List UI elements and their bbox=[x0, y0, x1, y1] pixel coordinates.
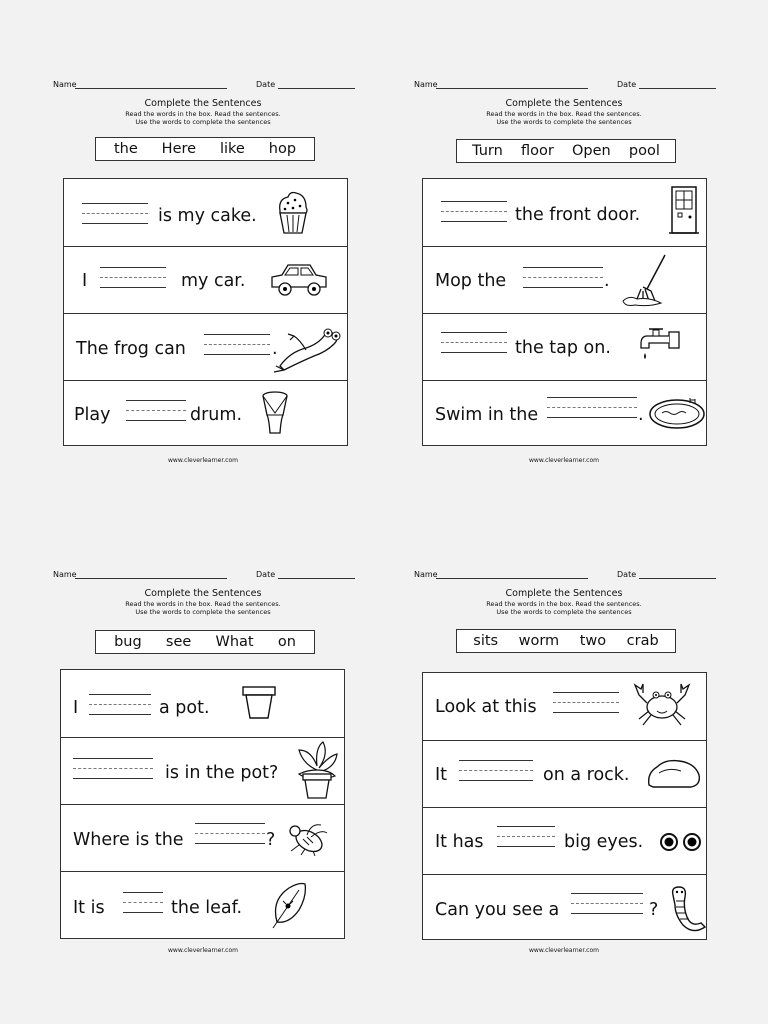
word-box bbox=[95, 630, 315, 654]
instruction-line: Read the words in the box. Read the sentences. bbox=[486, 600, 642, 608]
word-box bbox=[456, 629, 676, 653]
date-line[interactable] bbox=[278, 578, 355, 579]
sentence-row bbox=[423, 740, 706, 807]
sentence-text: on a rock. bbox=[543, 765, 630, 785]
answer-blank[interactable] bbox=[195, 821, 265, 847]
tap-icon bbox=[637, 326, 681, 366]
door-icon bbox=[669, 185, 699, 237]
sentence-grid bbox=[422, 672, 707, 940]
sentence-text: is in the pot? bbox=[165, 763, 279, 783]
answer-blank[interactable] bbox=[123, 890, 163, 916]
worksheet-3 bbox=[53, 570, 393, 1000]
instruction-line: Use the words to complete the sentences bbox=[135, 118, 271, 126]
word: worm bbox=[518, 633, 560, 649]
instruction-line: Read the words in the box. Read the sentences. bbox=[125, 110, 281, 118]
date-label: Date bbox=[256, 80, 276, 89]
sentence-row bbox=[64, 246, 347, 313]
answer-blank[interactable] bbox=[571, 891, 643, 917]
sentence-grid bbox=[60, 669, 345, 939]
answer-blank[interactable] bbox=[100, 265, 166, 291]
pool-icon bbox=[648, 397, 706, 431]
sentence-text: the front door. bbox=[515, 205, 641, 225]
sentence-text: Can you see a bbox=[435, 900, 560, 920]
date-label: Date bbox=[617, 570, 637, 579]
instruction-line: Use the words to complete the sentences bbox=[496, 118, 632, 126]
name-line[interactable] bbox=[75, 88, 227, 89]
plant-icon bbox=[293, 740, 341, 800]
sentence-row bbox=[61, 670, 344, 737]
sentence-text: ? bbox=[266, 830, 276, 850]
word: sits bbox=[473, 633, 499, 649]
worksheet-4 bbox=[414, 570, 754, 1000]
sentence-row bbox=[61, 737, 344, 804]
answer-blank[interactable] bbox=[523, 265, 603, 291]
sentence-text: Play bbox=[74, 405, 111, 425]
drum-icon bbox=[260, 389, 290, 437]
sentence-text: I bbox=[82, 271, 88, 291]
answer-blank[interactable] bbox=[497, 824, 555, 850]
instruction-line: Read the words in the box. Read the sentences. bbox=[486, 110, 642, 118]
sentence-text: . bbox=[638, 405, 644, 425]
instruction-line: Use the words to complete the sentences bbox=[496, 608, 632, 616]
sentence-row bbox=[423, 380, 706, 447]
answer-blank[interactable] bbox=[553, 690, 619, 716]
answer-blank[interactable] bbox=[126, 398, 186, 424]
car-icon bbox=[268, 261, 330, 299]
sentence-text: ? bbox=[649, 900, 659, 920]
sentence-text: big eyes. bbox=[564, 832, 644, 852]
worksheet-title: Complete the Sentences bbox=[144, 98, 262, 109]
date-line[interactable] bbox=[639, 578, 716, 579]
footer-url: www.cleverlearner.com bbox=[168, 947, 238, 954]
word: like bbox=[219, 141, 245, 157]
instruction-line: Use the words to complete the sentences bbox=[135, 608, 271, 616]
sentence-text: the tap on. bbox=[515, 338, 611, 358]
sentence-text: . bbox=[604, 271, 610, 291]
worksheet-title: Complete the Sentences bbox=[505, 98, 623, 109]
frog-icon bbox=[270, 322, 342, 374]
sentence-text: Where is the bbox=[73, 830, 184, 850]
crab-icon bbox=[631, 681, 693, 727]
word: Here bbox=[161, 141, 197, 157]
bug-icon bbox=[281, 821, 333, 857]
sentence-row bbox=[423, 179, 706, 246]
worksheet-title: Complete the Sentences bbox=[144, 588, 262, 599]
word-box bbox=[456, 139, 676, 163]
name-date-header bbox=[414, 80, 754, 94]
sentence-text: the leaf. bbox=[171, 898, 243, 918]
leaf-icon bbox=[269, 880, 309, 930]
sentence-row bbox=[61, 871, 344, 938]
sentence-row bbox=[64, 313, 347, 380]
word: on bbox=[277, 634, 296, 650]
answer-blank[interactable] bbox=[204, 332, 270, 358]
name-date-header bbox=[53, 570, 393, 584]
name-line[interactable] bbox=[436, 88, 588, 89]
worksheet-title: Complete the Sentences bbox=[505, 588, 623, 599]
answer-blank[interactable] bbox=[89, 692, 151, 718]
word: Open bbox=[572, 143, 611, 159]
word: Turn bbox=[472, 143, 503, 159]
date-line[interactable] bbox=[278, 88, 355, 89]
sentence-text: It is bbox=[73, 898, 105, 918]
sentence-text: I bbox=[73, 698, 79, 718]
sentence-grid bbox=[63, 178, 348, 446]
sentence-row bbox=[64, 380, 347, 447]
date-line[interactable] bbox=[639, 88, 716, 89]
instructions bbox=[53, 110, 353, 126]
name-label: Name bbox=[53, 570, 77, 579]
pot-icon bbox=[241, 684, 277, 722]
word: bug bbox=[114, 634, 142, 650]
cupcake-icon bbox=[276, 189, 310, 237]
answer-blank[interactable] bbox=[441, 199, 507, 225]
word: floor bbox=[521, 143, 554, 159]
sentence-text: . bbox=[272, 339, 278, 359]
name-date-header bbox=[414, 570, 754, 584]
word: see bbox=[165, 634, 192, 650]
name-line[interactable] bbox=[436, 578, 588, 579]
instructions bbox=[53, 600, 353, 616]
instructions bbox=[414, 110, 714, 126]
answer-blank[interactable] bbox=[82, 201, 148, 227]
sentence-text: a pot. bbox=[159, 698, 210, 718]
date-label: Date bbox=[256, 570, 276, 579]
sentence-row bbox=[423, 313, 706, 380]
name-label: Name bbox=[414, 570, 438, 579]
word: two bbox=[579, 633, 607, 649]
instruction-line: Read the words in the box. Read the sentences. bbox=[125, 600, 281, 608]
name-line[interactable] bbox=[75, 578, 227, 579]
footer-url: www.cleverlearner.com bbox=[529, 457, 599, 464]
sentence-row bbox=[423, 874, 706, 941]
answer-blank[interactable] bbox=[547, 395, 637, 421]
answer-blank[interactable] bbox=[73, 756, 153, 782]
word: crab bbox=[626, 633, 659, 649]
sentence-row bbox=[423, 673, 706, 740]
name-label: Name bbox=[53, 80, 77, 89]
sentence-row bbox=[423, 246, 706, 313]
sentence-grid bbox=[422, 178, 707, 446]
sentence-text: my car. bbox=[181, 271, 246, 291]
sentence-text: Look at this bbox=[435, 697, 537, 717]
worksheet-1 bbox=[53, 80, 393, 510]
word: hop bbox=[268, 141, 297, 157]
rock-icon bbox=[645, 755, 701, 791]
word-box bbox=[95, 137, 315, 161]
sentence-row bbox=[423, 807, 706, 874]
sentence-row bbox=[64, 179, 347, 246]
name-label: Name bbox=[414, 80, 438, 89]
footer-url: www.cleverlearner.com bbox=[529, 947, 599, 954]
name-date-header bbox=[53, 80, 393, 94]
sentence-text: is my cake. bbox=[158, 206, 257, 226]
footer-url: www.cleverlearner.com bbox=[168, 457, 238, 464]
word: pool bbox=[628, 143, 660, 159]
date-label: Date bbox=[617, 80, 637, 89]
sentence-row bbox=[61, 804, 344, 871]
sentence-text: It has bbox=[435, 832, 484, 852]
instructions bbox=[414, 600, 714, 616]
sentence-text: Swim in the bbox=[435, 405, 539, 425]
sentence-text: The frog can bbox=[76, 339, 186, 359]
eyes-icon bbox=[659, 831, 703, 853]
sentence-text: Mop the bbox=[435, 271, 507, 291]
word: the bbox=[113, 141, 138, 157]
sentence-text: drum. bbox=[190, 405, 243, 425]
worm-icon bbox=[667, 883, 709, 937]
word: What bbox=[215, 634, 254, 650]
worksheet-2 bbox=[414, 80, 754, 510]
answer-blank[interactable] bbox=[441, 330, 507, 356]
answer-blank[interactable] bbox=[459, 758, 533, 784]
sentence-text: It bbox=[435, 765, 448, 785]
mop-icon bbox=[619, 253, 673, 309]
